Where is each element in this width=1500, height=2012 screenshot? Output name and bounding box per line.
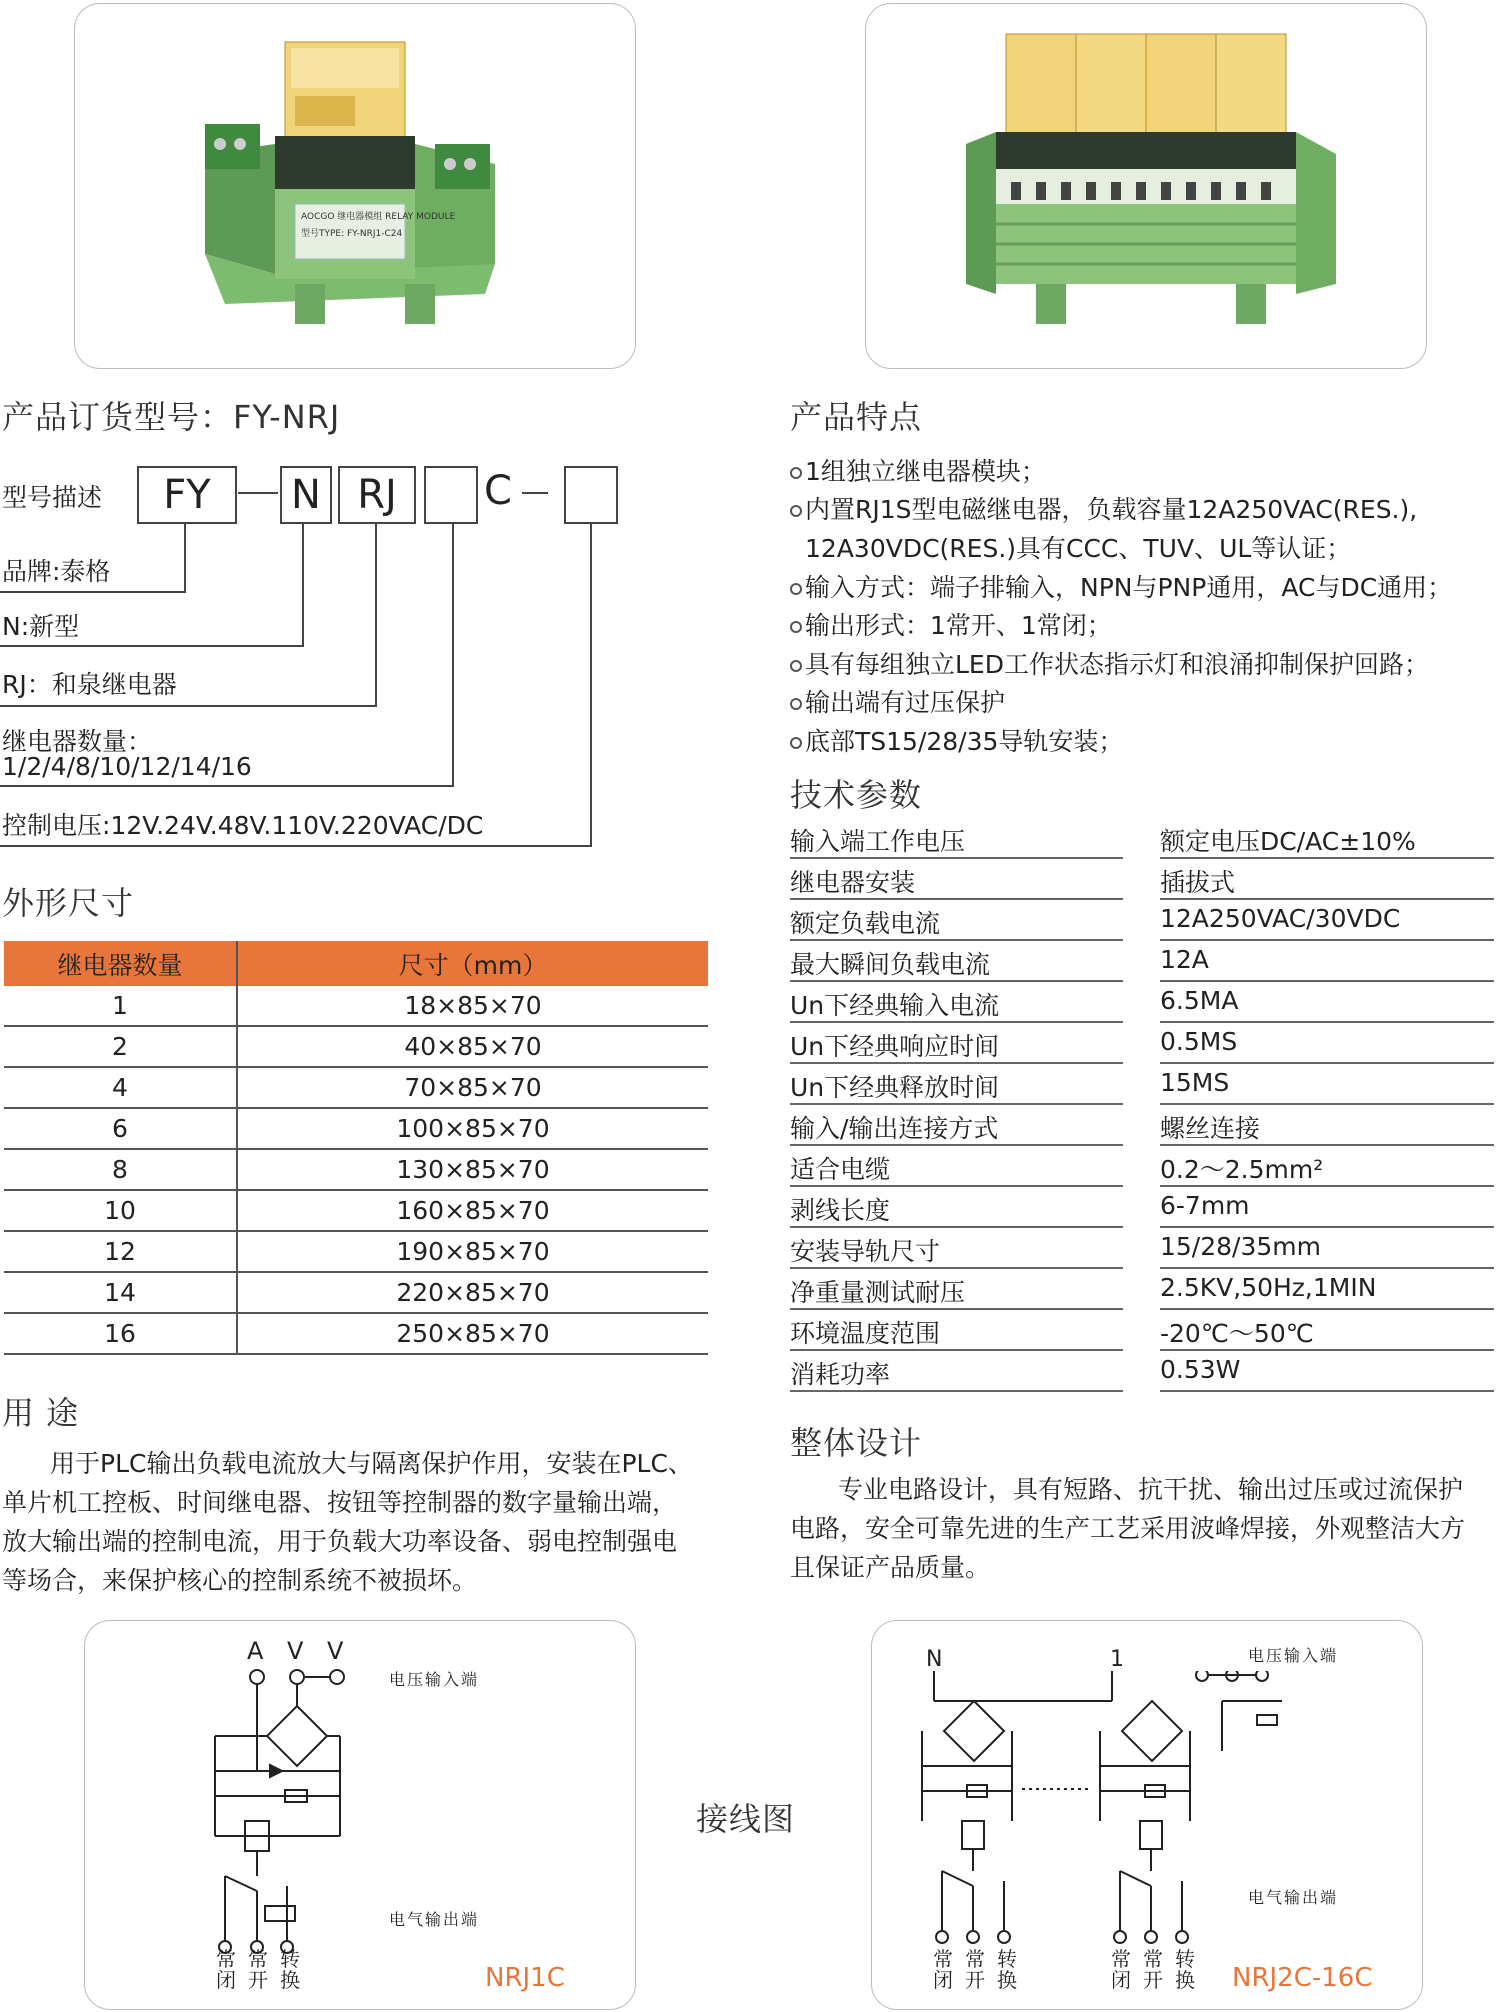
spec-key: 输入端工作电压	[790, 822, 1123, 859]
input-label-left: 电压输入端	[389, 1670, 480, 1689]
spec-key: 消耗功率	[790, 1355, 1123, 1392]
table-row	[4, 1190, 708, 1231]
bullet-icon	[790, 698, 802, 710]
bullet-icon	[790, 467, 802, 479]
usage-line: 单片机工控板、时间继电器、按钮等控制器的数字量输出端，	[2, 1488, 678, 1517]
new-type-text: N:新型	[2, 612, 80, 641]
design-line: 且保证产品质量。	[790, 1553, 991, 1582]
usage-title: 用 途	[2, 1394, 80, 1432]
design-paragraph	[790, 1470, 1500, 1587]
table-row	[790, 1064, 1494, 1105]
dim-size: 70×85×70	[237, 1067, 708, 1108]
model-nrj2c-16c: NRJ2C-16C	[1232, 1963, 1373, 1993]
control-voltage-text: 控制电压:12V.24V.48V.110V.220VAC/DC	[2, 811, 484, 840]
dim-count: 10	[4, 1190, 237, 1231]
spec-key: 继电器安装	[790, 863, 1123, 900]
table-row	[4, 1313, 708, 1354]
dimensions-table	[4, 941, 708, 1355]
product-photo-card-quad	[865, 3, 1427, 369]
dim-size: 40×85×70	[237, 1026, 708, 1067]
spec-value: 2.5KV,50Hz,1MIN	[1160, 1273, 1494, 1310]
spec-key: 适合电缆	[790, 1150, 1123, 1187]
feature-item	[790, 490, 1417, 526]
code-dash-1	[238, 492, 278, 494]
bullet-icon	[790, 583, 802, 595]
brand-line-h	[0, 591, 186, 593]
model-desc-label: 型号描述	[2, 483, 103, 512]
spec-value: 12A250VAC/30VDC	[1160, 904, 1494, 941]
dim-size: 100×85×70	[237, 1108, 708, 1149]
dim-count: 16	[4, 1313, 237, 1354]
specs-table	[790, 818, 1494, 1392]
brand-text: 品牌:泰格	[2, 557, 111, 586]
count-line-h	[0, 785, 454, 787]
output-co-right-1: 转换	[997, 1947, 1017, 1992]
table-row	[4, 986, 708, 1026]
spec-key: 额定负载电流	[790, 904, 1123, 941]
spec-value: 15/28/35mm	[1160, 1232, 1494, 1269]
feature-text: 输入方式：端子排输入，NPN与PNP通用，AC与DC通用；	[805, 573, 1453, 602]
dim-size: 18×85×70	[237, 986, 708, 1026]
table-row	[4, 1231, 708, 1272]
spec-value: 12A	[1160, 945, 1494, 982]
dimensions-title: 外形尺寸	[2, 884, 135, 922]
terminal-v2: V	[327, 1637, 344, 1665]
spec-key: 安装导轨尺寸	[790, 1232, 1123, 1269]
relay-count-values: 1/2/4/8/10/12/14/16	[2, 752, 252, 781]
product-photo-card-single	[74, 3, 636, 369]
feature-item	[790, 568, 1452, 604]
table-row	[790, 941, 1494, 982]
spec-key: Un下经典响应时间	[790, 1027, 1123, 1064]
model-nrj1c: NRJ1C	[485, 1963, 565, 1993]
table-row	[790, 982, 1494, 1023]
code-c: C	[484, 468, 512, 514]
output-label-left: 电气输出端	[389, 1910, 480, 1929]
feature-text: 12A30VDC(RES.)具有CCC、TUV、UL等认证；	[805, 534, 1352, 563]
table-row	[790, 1023, 1494, 1064]
code-box-count	[424, 466, 478, 524]
table-row	[790, 1228, 1494, 1269]
spec-key: 环境温度范围	[790, 1314, 1123, 1351]
table-row	[790, 1351, 1494, 1392]
table-row	[790, 1105, 1494, 1146]
dim-size: 250×85×70	[237, 1313, 708, 1354]
table-row	[4, 1108, 708, 1149]
spec-value: 6.5MA	[1160, 986, 1494, 1023]
spec-value: 0.53W	[1160, 1355, 1494, 1392]
usage-line: 用于PLC输出负载电流放大与隔离保护作用，安装在PLC、	[50, 1449, 693, 1478]
wiring-diagram-nrj2c	[871, 1620, 1423, 2010]
spec-value: 15MS	[1160, 1068, 1494, 1105]
output-co-left: 转换	[280, 1947, 300, 1992]
feature-item	[805, 529, 1351, 565]
usage-paragraph	[2, 1444, 722, 1600]
table-row	[4, 1272, 708, 1313]
code-box-fy: FY	[137, 466, 237, 524]
table-row	[4, 1067, 708, 1108]
bullet-icon	[790, 660, 802, 672]
code-box-rj: RJ	[338, 466, 416, 524]
dim-count: 12	[4, 1231, 237, 1272]
terminal-n: N	[926, 1647, 943, 1672]
relay-module-single-image	[75, 4, 635, 368]
output-label-right: 电气输出端	[1248, 1888, 1339, 1907]
output-co-right-2: 转换	[1175, 1947, 1195, 1992]
dim-size: 220×85×70	[237, 1272, 708, 1313]
circuit-schematic-left	[195, 1661, 395, 1961]
dim-count: 8	[4, 1149, 237, 1190]
spec-key: 最大瞬间负载电流	[790, 945, 1123, 982]
design-line: 电路，安全可靠先进的生产工艺采用波峰焊接，外观整洁大方	[790, 1514, 1466, 1543]
spec-value: 6-7mm	[1160, 1191, 1494, 1228]
feature-item	[790, 722, 1123, 758]
terminal-v1: V	[287, 1637, 304, 1665]
photo-label-line1: AOCGO 继电器模组 RELAY MODULE	[301, 212, 456, 222]
dim-count: 2	[4, 1026, 237, 1067]
dim-header-size: 尺寸（mm）	[237, 941, 708, 986]
dim-size: 130×85×70	[237, 1149, 708, 1190]
output-no-right-1: 常开	[965, 1947, 985, 1992]
bullet-icon	[790, 737, 802, 749]
code-dash-2	[522, 492, 548, 494]
table-row	[790, 859, 1494, 900]
feature-item	[790, 452, 1046, 488]
table-row	[790, 818, 1494, 859]
dim-header-count: 继电器数量	[4, 941, 237, 986]
count-line-v	[452, 522, 454, 786]
dim-count: 4	[4, 1067, 237, 1108]
brand-line-v	[184, 522, 186, 592]
feature-item	[790, 606, 1112, 642]
code-box-n: N	[280, 466, 332, 524]
feature-text: 具有每组独立LED工作状态指示灯和浪涌抑制保护回路；	[805, 650, 1429, 679]
terminal-a: A	[247, 1637, 264, 1665]
output-nc-right-2: 常闭	[1111, 1947, 1131, 1992]
order-title: 产品订货型号：FY-NRJ	[2, 398, 341, 436]
code-box-voltage	[564, 466, 618, 524]
usage-line: 放大输出端的控制电流，用于负载大功率设备、弱电控制强电	[2, 1527, 678, 1556]
table-row	[790, 1146, 1494, 1187]
feature-text: 底部TS15/28/35导轨安装；	[805, 727, 1124, 756]
feature-item	[790, 683, 1005, 719]
new-line-h	[0, 645, 304, 647]
input-label-right: 电压输入端	[1248, 1646, 1339, 1665]
usage-line: 等场合，来保护核心的控制系统不被损坏。	[2, 1566, 478, 1595]
spec-key: Un下经典释放时间	[790, 1068, 1123, 1105]
spec-value: 额定电压DC/AC±10%	[1160, 822, 1494, 859]
features-title: 产品特点	[790, 398, 923, 436]
new-line-v	[302, 522, 304, 646]
feature-item	[790, 645, 1429, 681]
dim-size: 160×85×70	[237, 1190, 708, 1231]
spec-key: 净重量测试耐压	[790, 1273, 1123, 1310]
terminal-1: 1	[1110, 1647, 1124, 1672]
spec-value: 0.5MS	[1160, 1027, 1494, 1064]
spec-key: Un下经典输入电流	[790, 986, 1123, 1023]
relay-count-label: 继电器数量：	[2, 727, 153, 756]
specs-title: 技术参数	[790, 776, 923, 814]
design-title: 整体设计	[790, 1424, 923, 1462]
spec-value: 0.2～2.5mm²	[1160, 1150, 1494, 1187]
spec-key: 剥线长度	[790, 1191, 1123, 1228]
relay-brand-text: RJ：和泉继电器	[2, 670, 177, 699]
feature-text: 输出形式：1常开、1常闭；	[805, 611, 1112, 640]
design-line: 专业电路设计，具有短路、抗干扰、输出过压或过流保护	[838, 1475, 1464, 1504]
rj-line-v	[375, 522, 377, 706]
feature-text: 1组独立继电器模块；	[805, 457, 1046, 486]
dim-count: 1	[4, 986, 237, 1026]
dim-size: 190×85×70	[237, 1231, 708, 1272]
voltage-line-h	[0, 845, 592, 847]
bullet-icon	[790, 505, 802, 517]
table-row	[4, 1149, 708, 1190]
table-row	[4, 1026, 708, 1067]
output-nc-right-1: 常闭	[933, 1947, 953, 1992]
rj-line-h	[0, 705, 377, 707]
relay-module-quad-image	[866, 4, 1426, 368]
voltage-line-v	[590, 522, 592, 846]
spec-value: -20℃～50℃	[1160, 1314, 1494, 1351]
feature-text: 输出端有过压保护	[805, 688, 1006, 717]
output-no-left: 常开	[248, 1947, 268, 1992]
table-row	[790, 1187, 1494, 1228]
photo-label-line2: 型号TYPE: FY-NRJ1-C24	[301, 229, 403, 239]
circuit-schematic-right	[912, 1671, 1332, 1961]
wiring-diagram-nrj1c	[84, 1620, 636, 2010]
spec-value: 插拔式	[1160, 863, 1494, 900]
spec-value: 螺丝连接	[1160, 1109, 1494, 1146]
wiring-title: 接线图	[696, 1800, 796, 1838]
output-no-right-2: 常开	[1143, 1947, 1163, 1992]
dim-count: 14	[4, 1272, 237, 1313]
output-nc-left: 常闭	[216, 1947, 236, 1992]
bullet-icon	[790, 621, 802, 633]
feature-text: 内置RJ1S型电磁继电器，负载容量12A250VAC(RES.),	[805, 495, 1418, 524]
table-row	[790, 1269, 1494, 1310]
table-row	[790, 900, 1494, 941]
table-row	[790, 1310, 1494, 1351]
spec-key: 输入/输出连接方式	[790, 1109, 1123, 1146]
dim-count: 6	[4, 1108, 237, 1149]
